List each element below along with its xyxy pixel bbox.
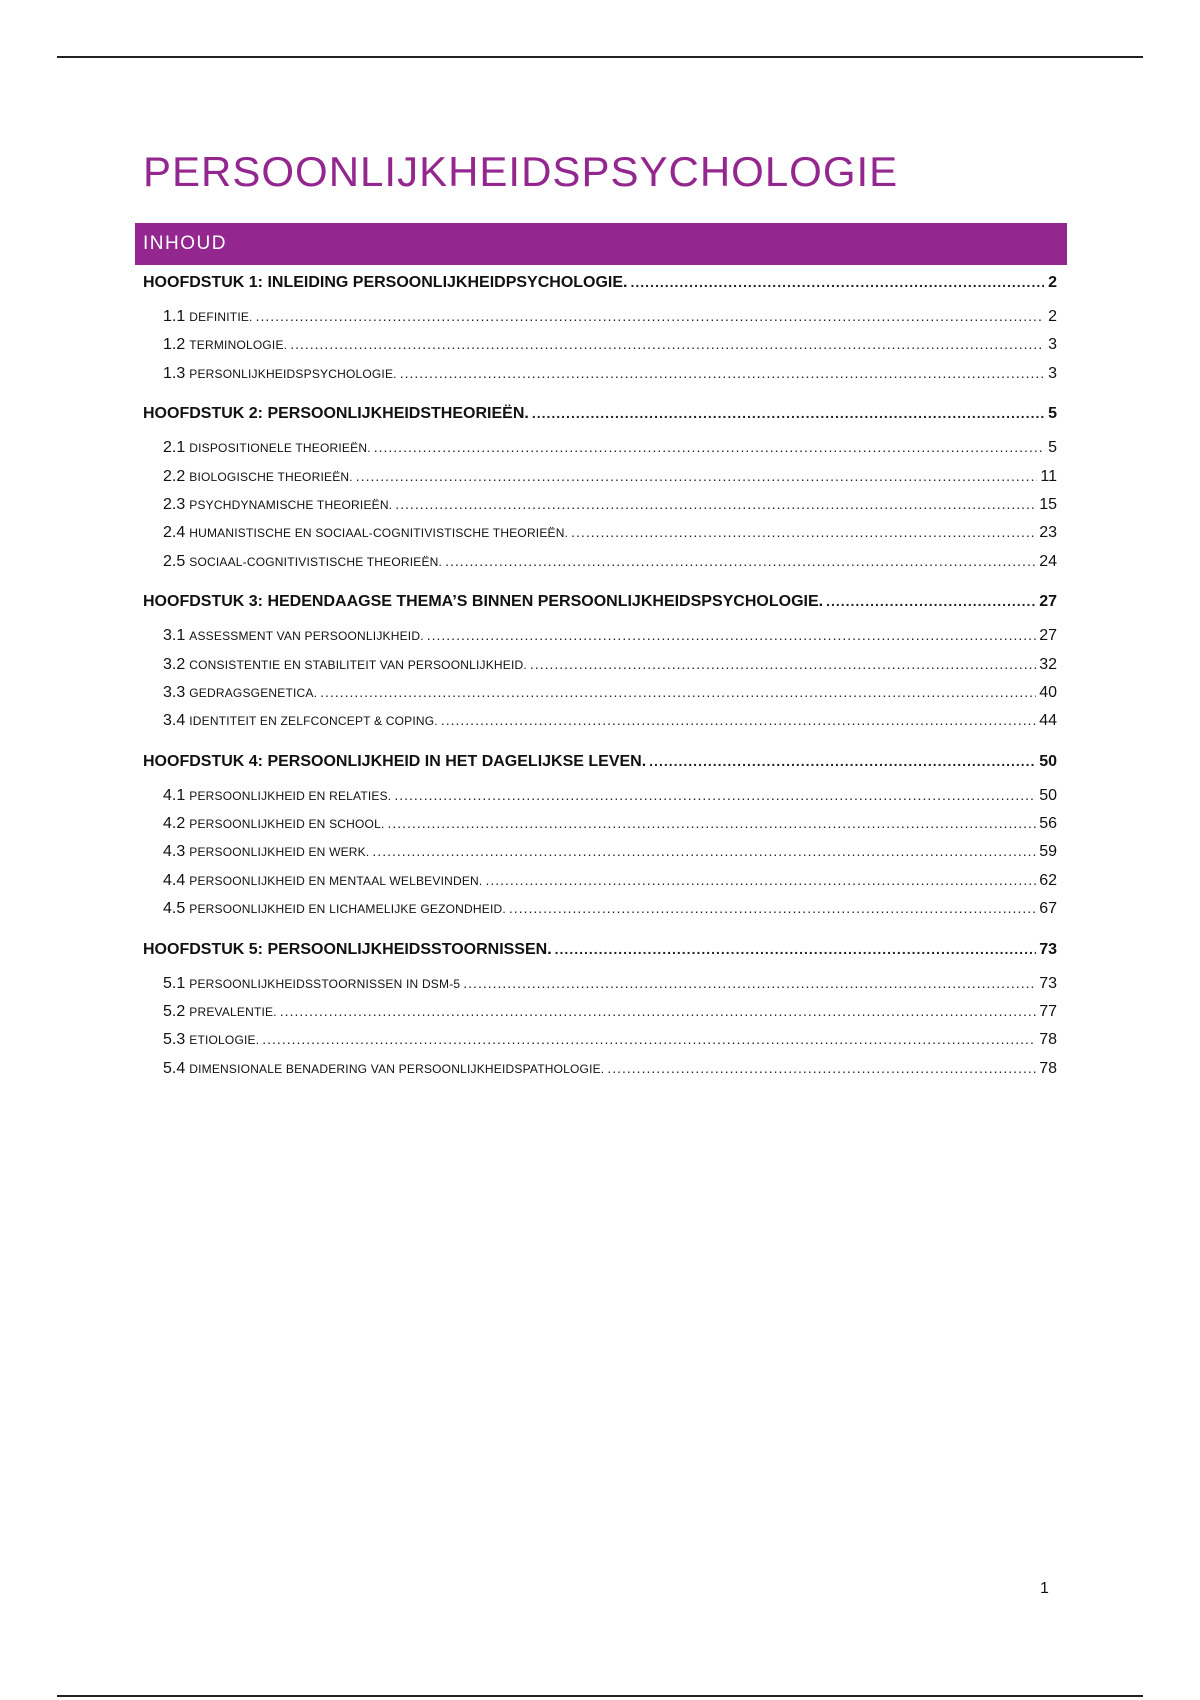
toc-page-number: 3 [1048, 364, 1057, 382]
toc-dot-leader [649, 747, 1036, 775]
toc-heading: INHOUD [143, 233, 227, 254]
toc-section-number: 2.3 [163, 495, 186, 513]
toc-chapter-entry[interactable] [143, 935, 1057, 963]
toc-page-number: 5 [1048, 439, 1057, 457]
toc-section-number: 4.5 [163, 900, 186, 918]
toc-section-entry[interactable] [143, 781, 1057, 809]
toc-page-number: 32 [1039, 655, 1057, 673]
toc-section-entry[interactable] [143, 969, 1057, 997]
toc-entry-label: PERSOONLIJKHEID EN SCHOOL. [189, 817, 385, 832]
toc-section-number: 2.5 [163, 552, 186, 570]
toc-section-number: 3.1 [163, 627, 186, 645]
toc-section-entry[interactable] [143, 706, 1057, 734]
toc-entry-label: IDENTITEIT EN ZELFCONCEPT & COPING. [189, 714, 438, 729]
toc-dot-leader [463, 969, 1036, 997]
toc-page-number: 67 [1039, 900, 1057, 918]
toc-entry-label: HOOFDSTUK 3: HEDENDAAGSE THEMA’S BINNEN PERSOONLIJKHEIDSPSYCHOLOGIE. [143, 593, 824, 611]
toc-page-number: 73 [1039, 974, 1057, 992]
toc-entry-label: ASSESSMENT VAN PERSOONLIJKHEID. [189, 629, 424, 644]
toc-page-number: 2 [1048, 274, 1057, 291]
toc-dot-leader [400, 359, 1044, 387]
toc-section-entry[interactable] [143, 490, 1057, 518]
toc-section-number: 4.1 [163, 786, 186, 804]
toc-page-number: 59 [1039, 843, 1057, 861]
toc-page-number: 40 [1039, 683, 1057, 701]
toc-page-number: 78 [1039, 1059, 1057, 1077]
toc-entry-label: SOCIAAL-COGNITIVISTISCHE THEORIEËN. [189, 554, 443, 569]
toc-dot-leader [356, 462, 1038, 490]
toc-entry-label: PERSOONLIJKHEID EN RELATIES. [189, 788, 392, 803]
toc-entry-label: PERSOONLIJKHEID EN WERK. [189, 845, 370, 860]
toc-section-entry[interactable] [143, 1054, 1057, 1082]
toc-entry-label: PREVALENTIE. [189, 1005, 277, 1020]
toc-dot-leader [445, 547, 1036, 575]
toc-section-number: 5.1 [163, 974, 186, 992]
toc-page-number: 15 [1039, 495, 1057, 513]
toc-entry-label: HOOFDSTUK 1: INLEIDING PERSOONLIJKHEIDPSYCHOLOGIE. [143, 274, 628, 291]
toc-dot-leader [631, 268, 1045, 296]
toc-entry-label: PSYCHDYNAMISCHE THEORIEËN. [189, 497, 393, 512]
toc-section-entry[interactable] [143, 678, 1057, 706]
document-title: PERSOONLIJKHEIDSPSYCHOLOGIE [143, 148, 899, 195]
toc-section-entry[interactable] [143, 330, 1057, 358]
toc-section-entry[interactable] [143, 433, 1057, 461]
toc-section-number: 3.3 [163, 683, 186, 701]
toc-entry-label: PERSOONLIJKHEID EN MENTAAL WELBEVINDEN. [189, 873, 483, 888]
toc-entry-label: CONSISTENTIE EN STABILITEIT VAN PERSOONLIJKHEID. [189, 657, 527, 672]
toc-entry-label: ETIOLOGIE. [189, 1033, 260, 1048]
toc-section-number: 2.1 [163, 439, 186, 457]
toc-page-number: 3 [1048, 336, 1057, 354]
toc-entry-label: PERSOONLIJKHEID EN LICHAMELIJKE GEZONDHEID. [189, 902, 506, 917]
toc-entry-label: HUMANISTISCHE EN SOCIAAL-COGNITIVISTISCHE THEORIEËN. [189, 526, 569, 541]
toc-dot-leader [427, 621, 1036, 649]
toc-section-number: 5.2 [163, 1003, 186, 1021]
toc-dot-leader [607, 1054, 1036, 1082]
toc-section-entry[interactable] [143, 1025, 1057, 1053]
page-number: 1 [1040, 1580, 1049, 1597]
toc-dot-leader [485, 866, 1036, 894]
toc-entry-label: HOOFDSTUK 5: PERSOONLIJKHEIDSSTOORNISSEN. [143, 940, 552, 958]
toc-section-number: 2.2 [163, 467, 186, 485]
toc-section-entry[interactable] [143, 621, 1057, 649]
toc-dot-leader [256, 302, 1044, 330]
toc-section-entry[interactable] [143, 462, 1057, 490]
toc-section-number: 5.3 [163, 1031, 186, 1049]
toc-section-entry[interactable] [143, 997, 1057, 1025]
toc-section-entry[interactable] [143, 302, 1057, 330]
toc-entry-label: DEFINITIE. [189, 310, 253, 324]
toc-section-entry[interactable] [143, 650, 1057, 678]
toc-entry-label: DIMENSIONALE BENADERING VAN PERSOONLIJKHEIDSPATHOLOGIE. [189, 1061, 605, 1076]
toc-dot-leader [262, 1025, 1036, 1053]
table-of-contents [143, 268, 1057, 1082]
toc-section-number: 1.1 [163, 308, 186, 325]
toc-entry-label: GEDRAGSGENETICA. [189, 685, 318, 700]
toc-dot-leader [320, 678, 1036, 706]
toc-dot-leader [826, 587, 1036, 615]
toc-dot-leader [374, 433, 1044, 461]
toc-entry-label: DISPOSITIONELE THEORIEËN. [189, 441, 371, 456]
toc-section-number: 3.2 [163, 655, 186, 673]
toc-dot-leader [571, 518, 1036, 546]
toc-page-number: 5 [1048, 405, 1057, 423]
toc-page-number: 11 [1040, 467, 1057, 485]
toc-dot-leader [372, 837, 1036, 865]
header-rule [57, 56, 1143, 58]
toc-page-number: 27 [1039, 593, 1057, 611]
toc-entry-label: HOOFDSTUK 2: PERSOONLIJKHEIDSTHEORIEËN. [143, 405, 529, 423]
toc-heading-banner [135, 223, 1067, 265]
toc-page-number: 50 [1039, 752, 1057, 770]
toc-entry-label: TERMINOLOGIE. [189, 338, 288, 353]
toc-section-entry[interactable] [143, 359, 1057, 387]
toc-section-entry[interactable] [143, 894, 1057, 922]
toc-dot-leader [441, 706, 1036, 734]
toc-dot-leader [395, 490, 1036, 518]
toc-section-number: 5.4 [163, 1059, 186, 1077]
toc-section-entry[interactable] [143, 547, 1057, 575]
toc-chapter-entry[interactable] [143, 587, 1057, 615]
toc-entry-label: PERSOONLIJKHEIDSSTOORNISSEN IN DSM-5 [189, 976, 461, 991]
toc-section-entry[interactable] [143, 866, 1057, 894]
toc-dot-leader [532, 399, 1044, 427]
toc-section-entry[interactable] [143, 518, 1057, 546]
toc-dot-leader [388, 809, 1037, 837]
toc-page-number: 62 [1039, 871, 1057, 889]
toc-page-number: 77 [1039, 1003, 1057, 1021]
toc-dot-leader [509, 894, 1036, 922]
toc-entry-label: HOOFDSTUK 4: PERSOONLIJKHEID IN HET DAGELIJKSE LEVEN. [143, 752, 647, 770]
toc-section-number: 4.4 [163, 871, 186, 889]
toc-page-number: 73 [1039, 940, 1057, 958]
toc-page-number: 2 [1048, 308, 1057, 325]
toc-section-number: 1.3 [163, 364, 186, 382]
toc-page-number: 78 [1039, 1031, 1057, 1049]
toc-chapter-entry[interactable] [143, 268, 1057, 296]
toc-dot-leader [530, 650, 1036, 678]
toc-page-number: 44 [1039, 712, 1057, 730]
toc-entry-label: PERSONLIJKHEIDSPSYCHOLOGIE. [189, 366, 397, 381]
toc-page-number: 50 [1039, 786, 1057, 804]
toc-section-number: 1.2 [163, 336, 186, 354]
toc-section-number: 4.2 [163, 815, 186, 833]
toc-page-number: 24 [1039, 552, 1057, 570]
toc-dot-leader [394, 781, 1036, 809]
toc-page-number: 23 [1039, 524, 1057, 542]
toc-section-number: 3.4 [163, 712, 186, 730]
toc-entry-label: BIOLOGISCHE THEORIEËN. [189, 469, 353, 484]
toc-section-entry[interactable] [143, 837, 1057, 865]
toc-dot-leader [290, 330, 1044, 358]
toc-dot-leader [555, 935, 1037, 963]
toc-dot-leader [280, 997, 1036, 1025]
toc-page-number: 56 [1039, 815, 1057, 833]
toc-chapter-entry[interactable] [143, 747, 1057, 775]
toc-page-number: 27 [1039, 627, 1057, 645]
footer-rule [57, 1695, 1143, 1697]
toc-section-number: 4.3 [163, 843, 186, 861]
toc-section-entry[interactable] [143, 809, 1057, 837]
toc-chapter-entry[interactable] [143, 399, 1057, 427]
toc-section-number: 2.4 [163, 524, 186, 542]
